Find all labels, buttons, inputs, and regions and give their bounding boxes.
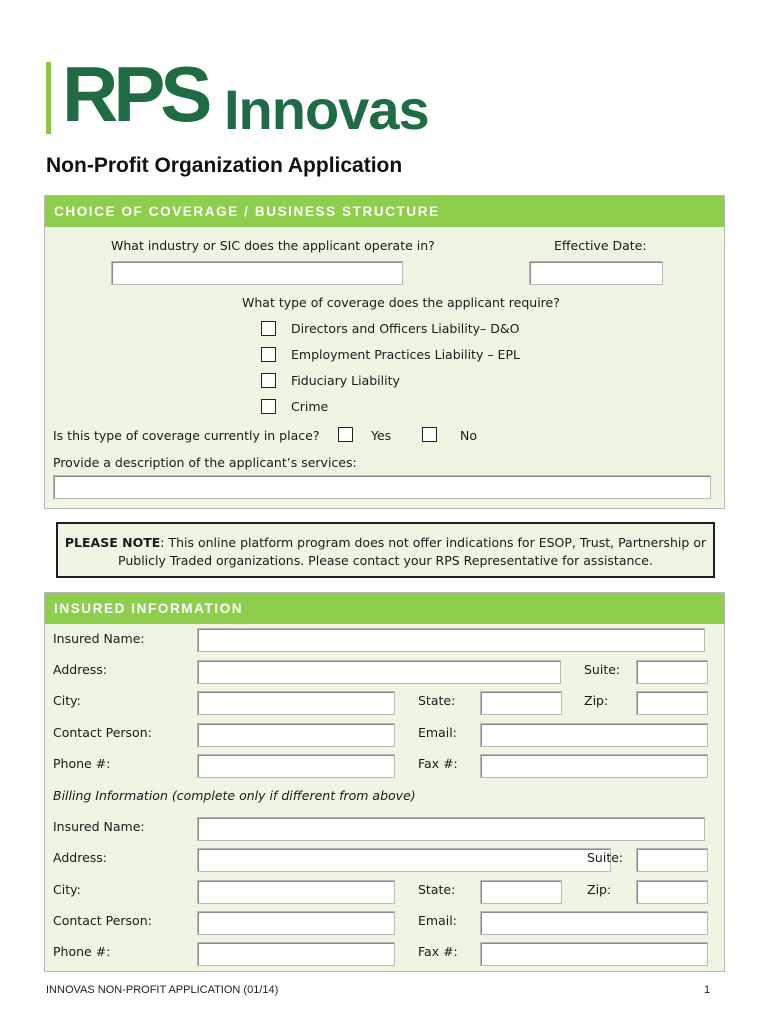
contact-input[interactable] (197, 723, 395, 747)
epl-checkbox[interactable] (261, 347, 276, 362)
billing-address-input[interactable] (197, 848, 611, 872)
city-input[interactable] (197, 691, 395, 715)
fax-input[interactable] (480, 754, 708, 778)
please-note-box (56, 522, 715, 578)
industry-question: What industry or SIC does the applicant operate in? (111, 238, 435, 253)
crime-checkbox[interactable] (261, 399, 276, 414)
billing-state-label: State: (418, 882, 456, 897)
fiduciary-label: Fiduciary Liability (291, 373, 400, 388)
page-number: 1 (704, 984, 711, 996)
in-place-no-label: No (460, 428, 477, 443)
billing-city-input[interactable] (197, 880, 395, 904)
insured-section (44, 592, 725, 972)
address-input[interactable] (197, 660, 561, 684)
billing-insured-name-input[interactable] (197, 817, 705, 841)
fiduciary-checkbox[interactable] (261, 373, 276, 388)
suite-input[interactable] (636, 660, 708, 684)
in-place-no-checkbox[interactable] (422, 427, 437, 442)
email-input[interactable] (480, 723, 708, 747)
contact-label: Contact Person: (53, 725, 152, 740)
billing-suite-label: Suite: (587, 850, 624, 865)
fax-label: Fax #: (418, 756, 458, 771)
note-text-1: : This online platform program does not offer indications for ESOP, Trust, Partnership or (160, 535, 707, 550)
billing-fax-label: Fax #: (418, 944, 458, 959)
billing-phone-label: Phone #: (53, 944, 111, 959)
email-label: Email: (418, 725, 457, 740)
billing-contact-input[interactable] (197, 911, 395, 935)
note-line-1 (58, 535, 713, 550)
insured-name-input[interactable] (197, 628, 705, 652)
insured-name-label: Insured Name: (53, 631, 145, 646)
company-logo (46, 50, 436, 141)
coverage-section (44, 195, 725, 509)
logo-rps-text: RPS (62, 50, 208, 138)
zip-input[interactable] (636, 691, 708, 715)
epl-label: Employment Practices Liability – EPL (291, 347, 520, 362)
billing-info-label: Billing Information (complete only if different from above) (53, 788, 416, 803)
billing-email-input[interactable] (480, 911, 708, 935)
billing-fax-input[interactable] (480, 942, 708, 966)
do-checkbox[interactable] (261, 321, 276, 336)
billing-state-input[interactable] (480, 880, 562, 904)
insured-section-header: INSURED INFORMATION (45, 593, 724, 624)
crime-label: Crime (291, 399, 329, 414)
note-bold: PLEASE NOTE (64, 535, 161, 550)
billing-suite-input[interactable] (636, 848, 708, 872)
billing-city-label: City: (53, 882, 81, 897)
in-place-yes-label: Yes (371, 428, 392, 443)
logo-accent-bar (46, 62, 51, 134)
in-place-question: Is this type of coverage currently in place? (53, 428, 320, 443)
city-label: City: (53, 693, 81, 708)
coverage-type-question: What type of coverage does the applicant require? (242, 295, 560, 310)
phone-input[interactable] (197, 754, 395, 778)
in-place-yes-checkbox[interactable] (338, 427, 353, 442)
description-question: Provide a description of the applicant’s services: (53, 455, 357, 470)
billing-zip-label: Zip: (587, 882, 612, 897)
billing-insured-name-label: Insured Name: (53, 819, 145, 834)
state-input[interactable] (480, 691, 562, 715)
billing-phone-input[interactable] (197, 942, 395, 966)
description-input[interactable] (53, 475, 711, 499)
phone-label: Phone #: (53, 756, 111, 771)
logo-innovas-text: Innovas (224, 78, 429, 141)
address-label: Address: (53, 662, 107, 677)
do-label: Directors and Officers Liability– D&O (291, 321, 520, 336)
effective-date-label: Effective Date: (554, 238, 647, 253)
effective-date-input[interactable] (529, 261, 663, 285)
footer-form-id: INNOVAS NON-PROFIT APPLICATION (01/14) (46, 984, 279, 996)
billing-zip-input[interactable] (636, 880, 708, 904)
coverage-section-header: CHOICE OF COVERAGE / BUSINESS STRUCTURE (45, 196, 724, 227)
industry-input[interactable] (111, 261, 403, 285)
billing-contact-label: Contact Person: (53, 913, 152, 928)
page-title: Non-Profit Organization Application (46, 154, 403, 177)
billing-address-label: Address: (53, 850, 107, 865)
suite-label: Suite: (584, 662, 621, 677)
state-label: State: (418, 693, 456, 708)
note-line-2: Publicly Traded organizations. Please contact your RPS Representative for assistance. (118, 553, 653, 568)
zip-label: Zip: (584, 693, 609, 708)
billing-email-label: Email: (418, 913, 457, 928)
